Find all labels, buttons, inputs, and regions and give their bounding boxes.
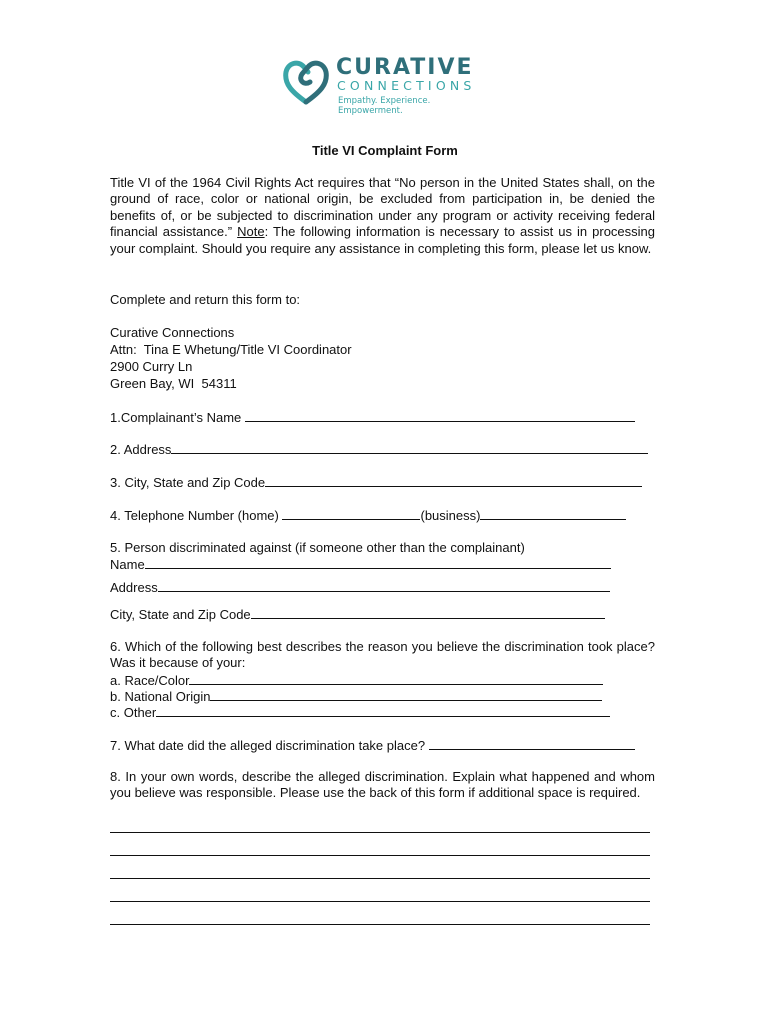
q3-label: 3. City, State and Zip Code bbox=[110, 475, 266, 490]
q5-address-label: Address bbox=[110, 580, 158, 595]
q5-label: 5. Person discriminated against (if someone other than the complainant) bbox=[110, 540, 525, 555]
description-line[interactable] bbox=[110, 866, 650, 879]
logo bbox=[282, 55, 492, 116]
q5-city-label: City, State and Zip Code bbox=[110, 607, 251, 622]
address-field[interactable] bbox=[171, 441, 648, 454]
return-label: Complete and return this form to: bbox=[110, 292, 301, 307]
intro-text: Title VI of the 1964 Civil Rights Act requires that “No person in the United States shall, on the ground of race, color or national origin, be excluded from participation in, be denied the benefits of, or be subjected to discrimination under any program or activity receiving federal financial assistance.” bbox=[110, 175, 655, 240]
q4-row bbox=[110, 507, 626, 524]
q6-label: 6. Which of the following best describes the reason you believe the discrimination took place? Was it because of your: bbox=[110, 639, 655, 671]
q2-row bbox=[110, 441, 648, 458]
home-phone-field[interactable] bbox=[282, 507, 420, 520]
city-state-zip-field[interactable] bbox=[265, 474, 642, 487]
address-attn: Attn: Tina E Whetung/Title VI Coordinator bbox=[110, 342, 352, 357]
address-street: 2900 Curry Ln bbox=[110, 359, 193, 374]
other-person-address-field[interactable] bbox=[158, 579, 610, 592]
intro-paragraph bbox=[110, 175, 655, 257]
logo-heart-icon bbox=[282, 58, 330, 106]
q2-label: 2. Address bbox=[110, 442, 172, 457]
q7-label: 7. What date did the alleged discrimination take place? bbox=[110, 738, 426, 753]
race-color-field[interactable] bbox=[189, 672, 603, 685]
q3-row bbox=[110, 474, 642, 491]
description-line[interactable] bbox=[110, 843, 650, 856]
address-org: Curative Connections bbox=[110, 325, 235, 340]
q5-name-row bbox=[110, 556, 611, 573]
other-person-name-field[interactable] bbox=[145, 556, 611, 569]
description-line[interactable] bbox=[110, 912, 650, 925]
q7-row bbox=[110, 737, 635, 754]
q6b-label: b. National Origin bbox=[110, 689, 211, 704]
description-line[interactable] bbox=[110, 820, 650, 833]
discrimination-date-field[interactable] bbox=[429, 737, 635, 750]
logo-subword: CONNECTIONS bbox=[337, 78, 476, 93]
q6a-label: a. Race/Color bbox=[110, 673, 190, 688]
q4-business-label: (business) bbox=[420, 508, 481, 523]
q1-label: 1.Complainant’s Name bbox=[110, 410, 242, 425]
q1-row bbox=[110, 409, 635, 426]
q6c-label: c. Other bbox=[110, 705, 157, 720]
q8-label: 8. In your own words, describe the alleged discrimination. Explain what happened and whom you believe was responsible. Please use the back of this form if additional space is required. bbox=[110, 769, 655, 801]
q5-city-row bbox=[110, 606, 605, 623]
other-reason-field[interactable] bbox=[156, 704, 610, 717]
intro-note: Note bbox=[237, 224, 265, 240]
intro-text-rest: : The following information is necessary to assist us in processing your complaint. Should you require any assistance in completing this form, please let us know. bbox=[110, 224, 655, 256]
page-title: Title VI Complaint Form bbox=[312, 143, 458, 158]
logo-wordmark: CURATIVE bbox=[336, 55, 474, 80]
q6c-row bbox=[110, 704, 610, 721]
national-origin-field[interactable] bbox=[210, 688, 602, 701]
logo-tagline: Empathy. Experience. Empowerment. bbox=[338, 96, 431, 116]
description-line[interactable] bbox=[110, 889, 650, 902]
other-person-city-field[interactable] bbox=[251, 606, 605, 619]
complainant-name-field[interactable] bbox=[245, 409, 635, 422]
address-city: Green Bay, WI 54311 bbox=[110, 376, 237, 391]
q5-name-label: Name bbox=[110, 557, 145, 572]
q6b-row bbox=[110, 688, 602, 705]
q5-address-row bbox=[110, 579, 610, 596]
q6a-row bbox=[110, 672, 603, 689]
q4-home-label: 4. Telephone Number (home) bbox=[110, 508, 279, 523]
business-phone-field[interactable] bbox=[480, 507, 626, 520]
